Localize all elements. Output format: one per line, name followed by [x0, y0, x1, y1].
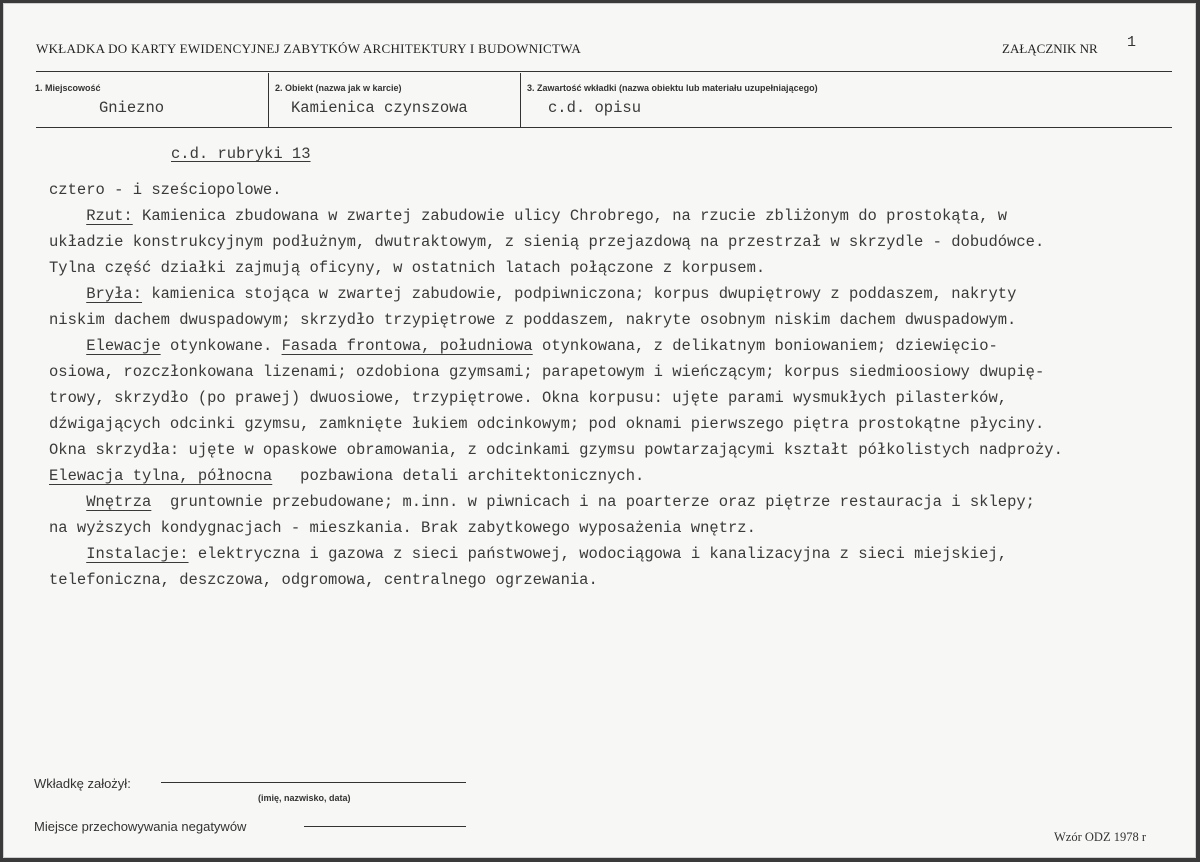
text-segment: Okna skrzydła: ujęte w opaskowe obramowania, z odcinkami gzymsu powtarzającymi kształt półkolistych nadproży.: [49, 441, 1063, 459]
text-line: [49, 177, 1063, 203]
text-segment: [49, 337, 86, 355]
template-mark: Wzór ODZ 1978 r: [1054, 830, 1146, 844]
text-segment: otynkowane.: [160, 337, 282, 355]
continuation-heading: c.d. rubryki 13: [171, 145, 311, 163]
section-heading: Fasada frontowa, południowa: [281, 337, 533, 355]
field-value-contents: c.d. opisu: [548, 99, 642, 117]
inserted-by-line: [161, 782, 466, 783]
text-segment: trowy, skrzydło (po prawej) dwuosiowe, trzypiętrowe. Okna korpusu: ujęte parami wysmukłych pilasterków,: [49, 389, 1008, 407]
text-line: [49, 515, 1063, 541]
text-segment: pozbawiona detali architektonicznych.: [272, 467, 645, 485]
text-segment: gruntownie przebudowane; m.inn. w piwnicach i na poarterze oraz piętrze restauracja i sklepy;: [151, 493, 1035, 511]
text-line: [49, 437, 1063, 463]
text-segment: cztero - i sześciopolowe.: [49, 181, 282, 199]
text-line: [49, 567, 1063, 593]
field-label-locality: 1. Miejscowość: [35, 83, 101, 93]
text-line: [49, 463, 1063, 489]
text-line: [49, 411, 1063, 437]
text-segment: [49, 207, 86, 225]
text-line: [49, 333, 1063, 359]
text-line: [49, 255, 1063, 281]
annex-label: ZAŁĄCZNIK NR: [1002, 41, 1098, 56]
header-top-rule: [36, 71, 1172, 72]
section-heading: Elewacje: [86, 337, 161, 355]
text-line: [49, 385, 1063, 411]
section-heading: Bryła:: [86, 285, 143, 303]
section-heading: Rzut:: [86, 207, 133, 225]
text-segment: [49, 545, 86, 563]
text-line: [49, 203, 1063, 229]
text-line: [49, 489, 1063, 515]
text-segment: Kamienica zbudowana w zwartej zabudowie ulicy Chrobrego, na rzucie zbliżonym do prostokąta, w: [132, 207, 1008, 225]
field-value-object: Kamienica czynszowa: [291, 99, 468, 117]
text-line: [49, 229, 1063, 255]
inserted-by-label: Wkładkę założył:: [34, 776, 131, 791]
text-segment: układzie konstrukcyjnym podłużnym, dwutraktowym, z sienią przejazdową na przestrzał w skrzydle - dobudówce.: [49, 233, 1045, 251]
record-card: [3, 3, 1196, 858]
text-segment: dźwigających odcinki gzymsu, zamknięte łukiem odcinkowym; pod oknami pierwszego piętra prostokątne płyciny.: [49, 415, 1045, 433]
text-segment: niskim dachem dwuspadowym; skrzydło trzypiętrowe z poddaszem, nakryte osobnym niskim dachem dwuspadowym.: [49, 311, 1017, 329]
storage-label: Miejsce przechowywania negatywów: [34, 819, 247, 834]
section-heading: Instalacje:: [86, 545, 189, 563]
text-segment: kamienica stojąca w zwartej zabudowie, podpiwniczona; korpus dwupiętrowy z poddaszem, nakryty: [142, 285, 1017, 303]
section-heading: Elewacja tylna, północna: [49, 467, 273, 485]
text-segment: telefoniczna, deszczowa, odgromowa, centralnego ogrzewania.: [49, 571, 598, 589]
section-heading: Wnętrza: [86, 493, 152, 511]
text-segment: [49, 285, 86, 303]
header-bottom-rule: [36, 127, 1172, 128]
text-segment: Tylna część działki zajmują oficyny, w ostatnich latach połączone z korpusem.: [49, 259, 766, 277]
text-line: [49, 281, 1063, 307]
annex-number: 1: [1127, 34, 1137, 51]
inserted-by-hint: (imię, nazwisko, data): [258, 793, 351, 803]
field-divider-1: [268, 73, 269, 128]
form-title: WKŁADKA DO KARTY EWIDENCYJNEJ ZABYTKÓW ARCHITEKTURY I BUDOWNICTWA: [36, 41, 582, 56]
text-line: [49, 359, 1063, 385]
field-label-object: 2. Obiekt (nazwa jak w karcie): [275, 83, 402, 93]
text-segment: osiowa, rozczłonkowana lizenami; ozdobiona gzymsami; parapetowym i wieńczącym; korpus siedmioosiowy dwupię-: [49, 363, 1045, 381]
text-segment: otynkowana, z delikatnym boniowaniem; dziewięcio-: [532, 337, 998, 355]
text-segment: elektryczna i gazowa z sieci państwowej, wodociągowa i kanalizacyjna z sieci miejskiej,: [188, 545, 1008, 563]
text-segment: [49, 493, 86, 511]
field-value-locality: Gniezno: [99, 99, 165, 117]
field-label-contents: 3. Zawartość wkładki (nazwa obiektu lub materiału uzupełniającego): [527, 83, 818, 93]
text-segment: na wyższych kondygnacjach - mieszkania. Brak zabytkowego wyposażenia wnętrz.: [49, 519, 756, 537]
storage-line: [304, 826, 466, 827]
field-divider-2: [520, 73, 521, 128]
text-line: [49, 307, 1063, 333]
text-line: [49, 541, 1063, 567]
description-text: [49, 177, 1063, 593]
